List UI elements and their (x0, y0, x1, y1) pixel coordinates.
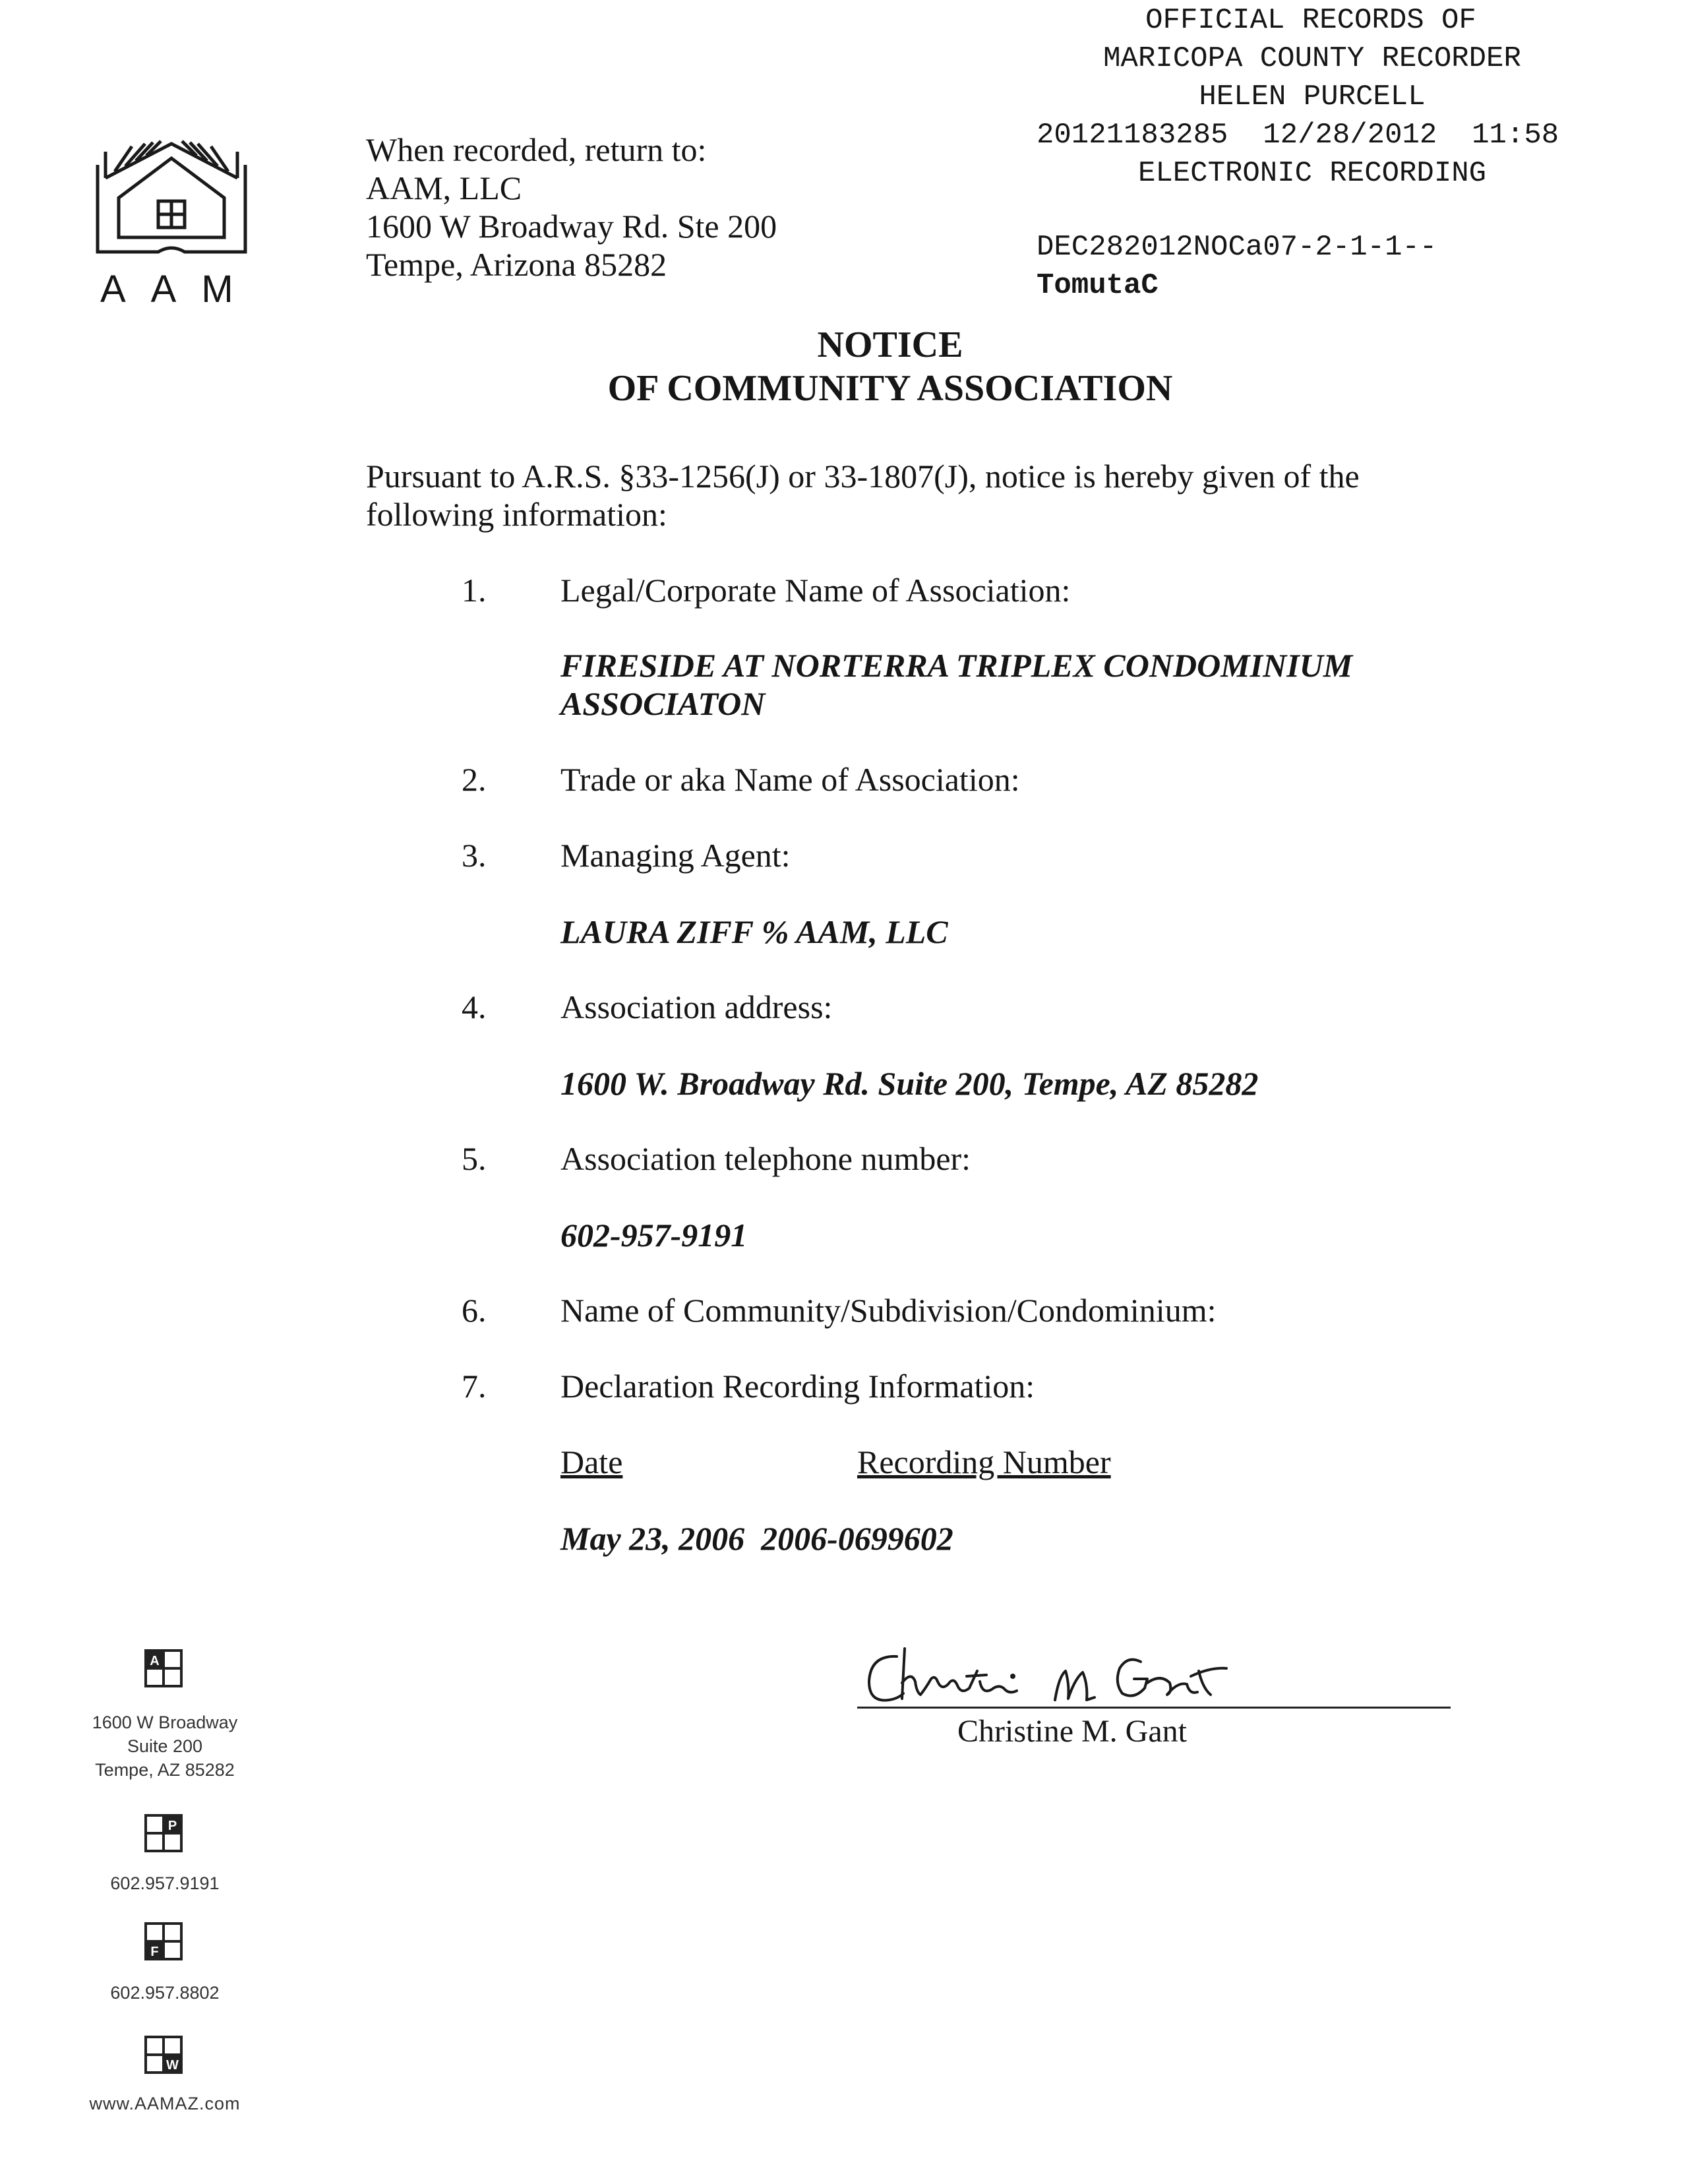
item-label: Association address: (560, 988, 833, 1025)
managing-agent-value: LAURA ZIFF % AAM, LLC (560, 913, 948, 950)
intro-line-1: Pursuant to A.R.S. §33-1256(J) or 33-1807(J), notice is hereby given of the (366, 458, 1360, 495)
stamp-line-electronic-recording: ELECTRONIC RECORDING (1137, 157, 1487, 190)
stamp-line-county-recorder: MARICOPA COUNTY RECORDER (1103, 42, 1521, 75)
item-number: 7. (462, 1368, 487, 1405)
item-label: Managing Agent: (560, 837, 791, 874)
item-label: Trade or aka Name of Association: (560, 761, 1020, 798)
item-number: 5. (462, 1140, 487, 1177)
stamp-clerk-id: TomutaC (1037, 269, 1159, 302)
association-address-value: 1600 W. Broadway Rd. Suite 200, Tempe, AZ 85282 (560, 1065, 1259, 1102)
association-phone-value: 602-957-9191 (560, 1217, 748, 1254)
web-icon (144, 2035, 183, 2075)
svg-text:F: F (150, 1945, 159, 1959)
item-number: 6. (462, 1292, 487, 1329)
item-number: 2. (462, 761, 487, 798)
handwritten-signature (857, 1642, 1240, 1714)
svg-text:P: P (167, 1819, 177, 1833)
svg-text:A: A (150, 1654, 160, 1668)
recording-date-header: Date (560, 1443, 623, 1480)
title-line-2: OF COMMUNITY ASSOCIATION (607, 368, 1173, 409)
stamp-code-line: DEC282012NOCa07-2-1-1-- (1037, 231, 1437, 264)
contact-address-line-2: Suite 200 (127, 1736, 203, 1756)
item-label: Declaration Recording Information: (560, 1368, 1035, 1405)
contact-website: www.AAMAZ.com (89, 2094, 241, 2113)
item-label: Association telephone number: (560, 1140, 971, 1177)
return-address-city: Tempe, Arizona 85282 (366, 246, 667, 283)
item-number: 4. (462, 988, 487, 1025)
recording-info-value: May 23, 2006 2006-0699602 (560, 1520, 953, 1557)
contact-address (66, 1711, 264, 1782)
association-name-line-2: ASSOCIATON (560, 685, 766, 722)
signer-name: Christine M. Gant (957, 1714, 1187, 1749)
return-address-street: 1600 W Broadway Rd. Ste 200 (366, 208, 777, 245)
stamp-line-recording-number: 20121183285 12/28/2012 11:58 (1037, 119, 1559, 152)
house-logo-icon (92, 138, 251, 264)
item-number: 1. (462, 572, 487, 609)
contact-fax: 602.957.8802 (110, 1983, 220, 2003)
association-name-line-1: FIRESIDE AT NORTERRA TRIPLEX CONDOMINIUM (560, 647, 1353, 684)
item-label: Legal/Corporate Name of Association: (560, 572, 1071, 609)
return-address-company: AAM, LLC (366, 169, 522, 206)
contact-address-line-3: Tempe, AZ 85282 (95, 1760, 235, 1780)
intro-line-2: following information: (366, 496, 667, 533)
signature-line (857, 1707, 1451, 1709)
stamp-line-official-records: OFFICIAL RECORDS OF (1145, 4, 1476, 37)
fax-icon (144, 1922, 183, 1961)
logo-text: AAM (100, 268, 258, 311)
intro-paragraph (366, 457, 1421, 533)
stamp-line-recorder-name: HELEN PURCELL (1199, 80, 1426, 113)
return-address (366, 131, 777, 284)
svg-text:W: W (166, 2058, 179, 2073)
phone-icon (144, 1813, 183, 1853)
item-number: 3. (462, 837, 487, 874)
recording-number-header: Recording Number (857, 1443, 1111, 1480)
address-icon (144, 1649, 183, 1688)
document-title (462, 323, 1319, 410)
return-address-heading: When recorded, return to: (366, 131, 707, 168)
item-label: Name of Community/Subdivision/Condominium: (560, 1292, 1217, 1329)
title-line-1: NOTICE (817, 324, 963, 365)
contact-phone: 602.957.9191 (110, 1873, 220, 1893)
contact-address-line-1: 1600 W Broadway (92, 1713, 238, 1732)
